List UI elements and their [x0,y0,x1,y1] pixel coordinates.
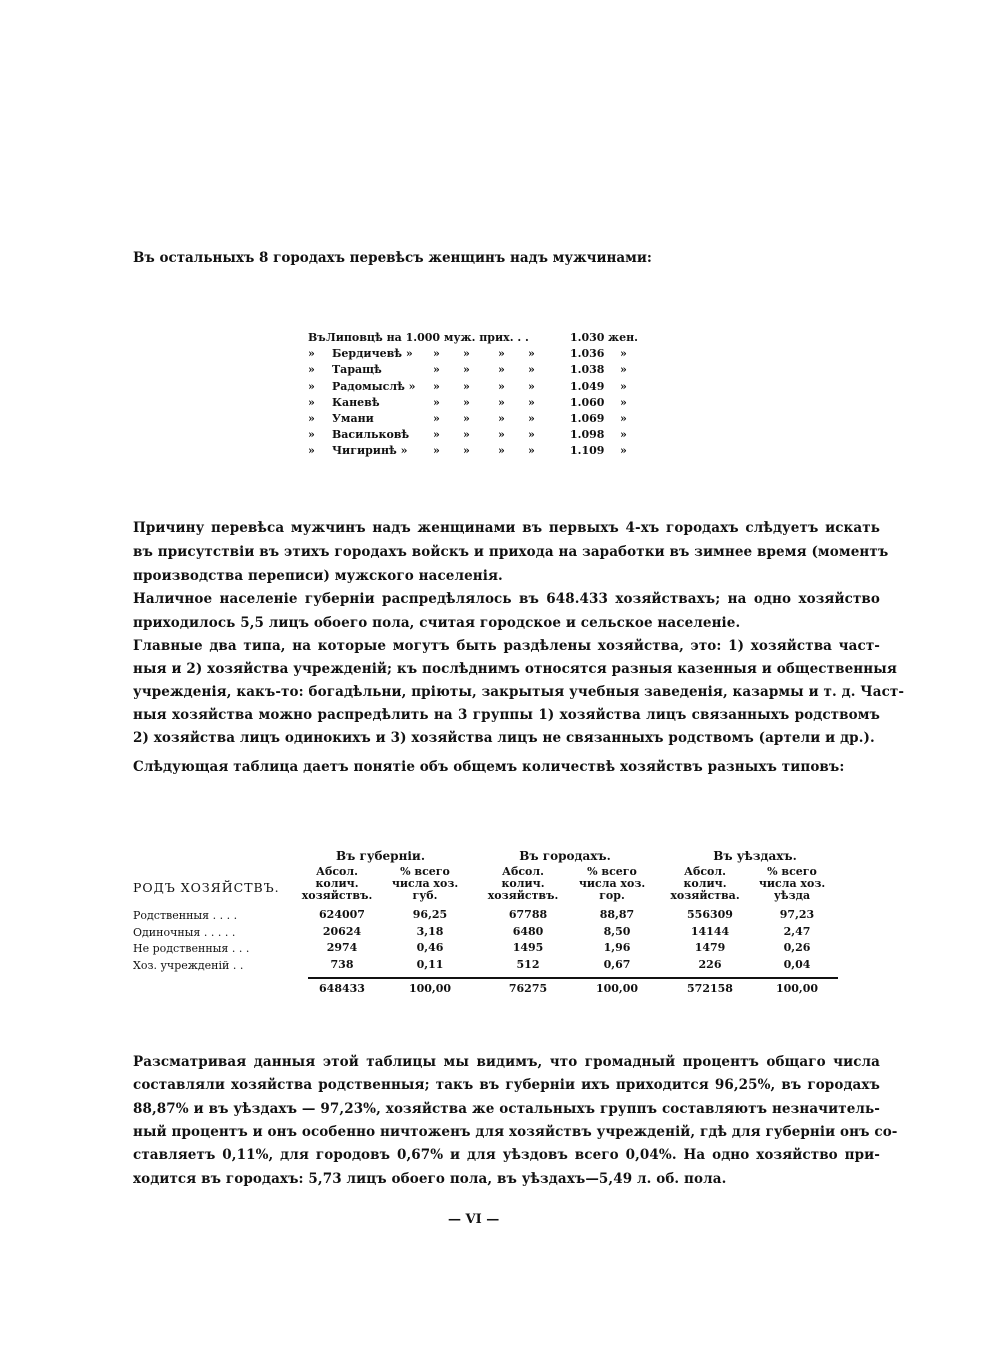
table-cell: 0,11 [416,957,444,971]
text-line: Главные два типа, на которые могутъ быть раздѣлены хозяйства, это: 1) хозяйства част- [133,638,880,654]
total-cell: 76275 [508,982,548,995]
table-cell: 88,87 [599,908,635,921]
ratio-unit: » [620,347,627,361]
text-line: ставляетъ 0,11%, для городовъ 0,67% и для уѣздовъ всего 0,04%. На одно хозяйство при- [133,1147,880,1164]
table-cell: 14144 [690,924,730,938]
table-cell: 0,26 [783,941,811,954]
table-cell: 97,23 [779,908,815,921]
table-cell: 2,47 [783,924,811,938]
table-cell: 226 [698,957,722,971]
text-line: производства переписи) мужского населенія. [133,568,503,584]
ditto-mark: » [528,363,535,377]
ditto-mark: » [463,363,470,377]
ditto-mark: » [463,379,470,393]
city-name: Каневѣ [332,395,380,409]
total-cell: 648433 [319,982,365,995]
table-cell: 0,67 [603,957,631,971]
column-group-header: Въ уѣздахъ. [713,849,797,863]
column-header: Абсол. колич. хозяйствъ. [487,865,559,902]
total-cell: 100,00 [595,982,639,995]
text-line: въ присутствіи въ этихъ городахъ войскъ и прихода на заработки въ зимнее время (моментъ [133,544,889,560]
ditto-mark: » [433,363,440,377]
page-number: — VI — [448,1212,500,1227]
table-cell: 8,50 [603,924,631,938]
table-cell: 738 [330,957,354,971]
column-group-header: Въ городахъ. [519,849,611,863]
row-label: Родственныя . . . . [133,909,238,922]
column-header: % всего числа хоз. гор. [578,865,646,902]
city-name: Бердичевѣ » [332,347,413,361]
column-group-header: Въ губерніи. [335,849,425,863]
text-line: ныя и 2) хозяйства учрежденій; къ послѣднимъ относятся разныя казенныя и общественныя [133,661,897,677]
ratio-unit: » [620,395,627,409]
text-line: учрежденія, какъ-то: богадѣльни, пріюты, закрытыя учебныя заведенія, казармы и т. д. Част- [133,684,905,700]
city-ratio-row [308,444,638,460]
total-cell: 100,00 [408,982,452,995]
ditto-mark: » [433,379,440,393]
text-line: Наличное населеніе губерніи распредѣлялось въ 648.433 хозяйствахъ; на одно хозяйство [133,591,880,607]
ditto-mark: » [528,428,535,442]
ratio-value: 1.109 [570,444,605,458]
ratio-value: 1.038 [570,363,605,377]
ratio-unit: » [620,379,627,393]
table-cell: 67788 [508,908,548,921]
total-cell: 100,00 [775,982,819,995]
ratio-unit: » [620,444,627,458]
city-ratio-row [308,363,638,379]
table-cell: 1,96 [603,941,631,954]
ditto-mark: » [433,444,440,458]
text-line: Причину перевѣса мужчинъ надъ женщинами въ первыхъ 4-хъ городахъ слѣдуетъ искать [133,520,880,536]
column-header: Абсол. колич. хозяйствъ. [301,865,373,902]
ditto-mark: » [308,363,315,377]
city-name: Липовцѣ на 1.000 муж. прих. . . [326,331,529,344]
column-header: Абсол. колич. хозяйства. [670,865,740,902]
city-name: Таращѣ [332,363,382,377]
ratio-value: 1.069 [570,412,605,425]
ratio-value: 1.036 [570,347,605,361]
ditto-mark: » [528,444,535,458]
ratio-unit: » [620,363,627,377]
ditto-mark: » [498,395,505,409]
column-header: % всего числа хоз. губ. [391,865,459,902]
ditto-mark: » [433,412,440,425]
text-line: ходится въ городахъ: 5,73 лицъ обоего пола, въ уѣздахъ—5,49 л. об. пола. [133,1170,727,1187]
ditto-mark: » [463,347,470,361]
column-header: % всего числа хоз. уѣзда [758,865,826,902]
ratio-unit: » [620,428,627,442]
table-cell: 2974 [326,941,358,954]
ditto-mark: » [433,395,440,409]
city-ratio-row [308,396,638,412]
text-line: ныя хозяйства можно распредѣлить на 3 группы 1) хозяйства лицъ связанныхъ родствомъ [133,707,880,723]
table-cell: 3,18 [416,924,444,938]
ditto-mark: » [308,379,315,393]
row-label: Хоз. учрежденій . . [133,958,244,972]
ditto-mark: » [528,379,535,393]
ratio-unit: жен. [608,331,638,344]
row-label: Одиночныя . . . . . [133,925,236,939]
text-line: 2) хозяйства лицъ одинокихъ и 3) хозяйства лицъ не связанныхъ родствомъ (артели и др.). [133,730,875,746]
text-line: составляли хозяйства родственныя; такъ въ губерніи ихъ приходится 96,25%, въ городахъ [133,1077,880,1094]
ditto-mark: » [308,412,315,425]
city-ratio-row [308,380,638,396]
ditto-mark: » [463,395,470,409]
ditto-mark: » [498,379,505,393]
table-cell: 0,04 [783,957,811,971]
ditto-mark: » [308,444,315,458]
city-name: Умани [332,412,374,425]
ditto-mark: » [433,428,440,442]
ratio-value: 1.060 [570,395,605,409]
ditto-mark: Въ [308,331,326,344]
city-name: Васильковѣ [332,428,410,442]
ratio-value: 1.030 [570,331,605,344]
city-ratio-row [308,412,638,428]
ditto-mark: » [528,395,535,409]
ditto-mark: » [498,412,505,425]
table-cell: 624007 [319,908,365,921]
text-line: Слѣдующая таблица даетъ понятіе объ общемъ количествѣ хозяйствъ разныхъ типовъ: [133,759,845,775]
ditto-mark: » [528,412,535,425]
row-header: РОДЪ ХОЗЯЙСТВЪ. [133,880,280,895]
city-name: Чигиринѣ » [332,444,408,458]
text-line: Разсматривая данныя этой таблицы мы видимъ, что громадный процентъ общаго числа [133,1054,880,1070]
table-cell: 556309 [687,908,733,921]
ratio-value: 1.098 [570,428,605,442]
row-label: Не родственныя . . . [133,942,250,955]
ditto-mark: » [463,428,470,442]
ditto-mark: » [498,347,505,361]
section-heading: Въ остальныхъ 8 городахъ перевѣсъ женщинъ надъ мужчинами: [133,250,652,266]
total-cell: 572158 [687,982,733,995]
table-cell: 512 [516,957,540,971]
ditto-mark: » [308,428,315,442]
table-cell: 1479 [694,941,726,954]
ditto-mark: » [498,444,505,458]
ditto-mark: » [433,347,440,361]
table-cell: 1495 [512,941,544,954]
city-ratio-row [308,428,638,444]
text-line: приходилось 5,5 лицъ обоего пола, считая городское и сельское населеніе. [133,614,741,631]
table-cell: 96,25 [412,908,448,921]
ditto-mark: » [463,412,470,425]
table-cell: 6480 [512,924,544,938]
ditto-mark: » [528,347,535,361]
text-line: 88,87% и въ уѣздахъ — 97,23%, хозяйства же остальныхъ группъ составляютъ незначитель- [133,1100,880,1117]
ditto-mark: » [498,428,505,442]
city-ratio-row [308,347,638,363]
ditto-mark: » [463,444,470,458]
city-ratio-row [308,331,638,347]
ditto-mark: » [498,363,505,377]
city-name: Радомыслѣ » [332,379,416,393]
ratio-value: 1.049 [570,379,605,393]
text-line: ный процентъ и онъ особенно ничтоженъ для хозяйствъ учрежденій, гдѣ для губерніи онъ со- [133,1123,898,1140]
table-cell: 0,46 [416,941,444,954]
ditto-mark: » [308,395,315,409]
table-rule [308,977,838,979]
ratio-unit: » [620,412,627,425]
table-cell: 20624 [322,924,362,938]
ditto-mark: » [308,347,315,361]
